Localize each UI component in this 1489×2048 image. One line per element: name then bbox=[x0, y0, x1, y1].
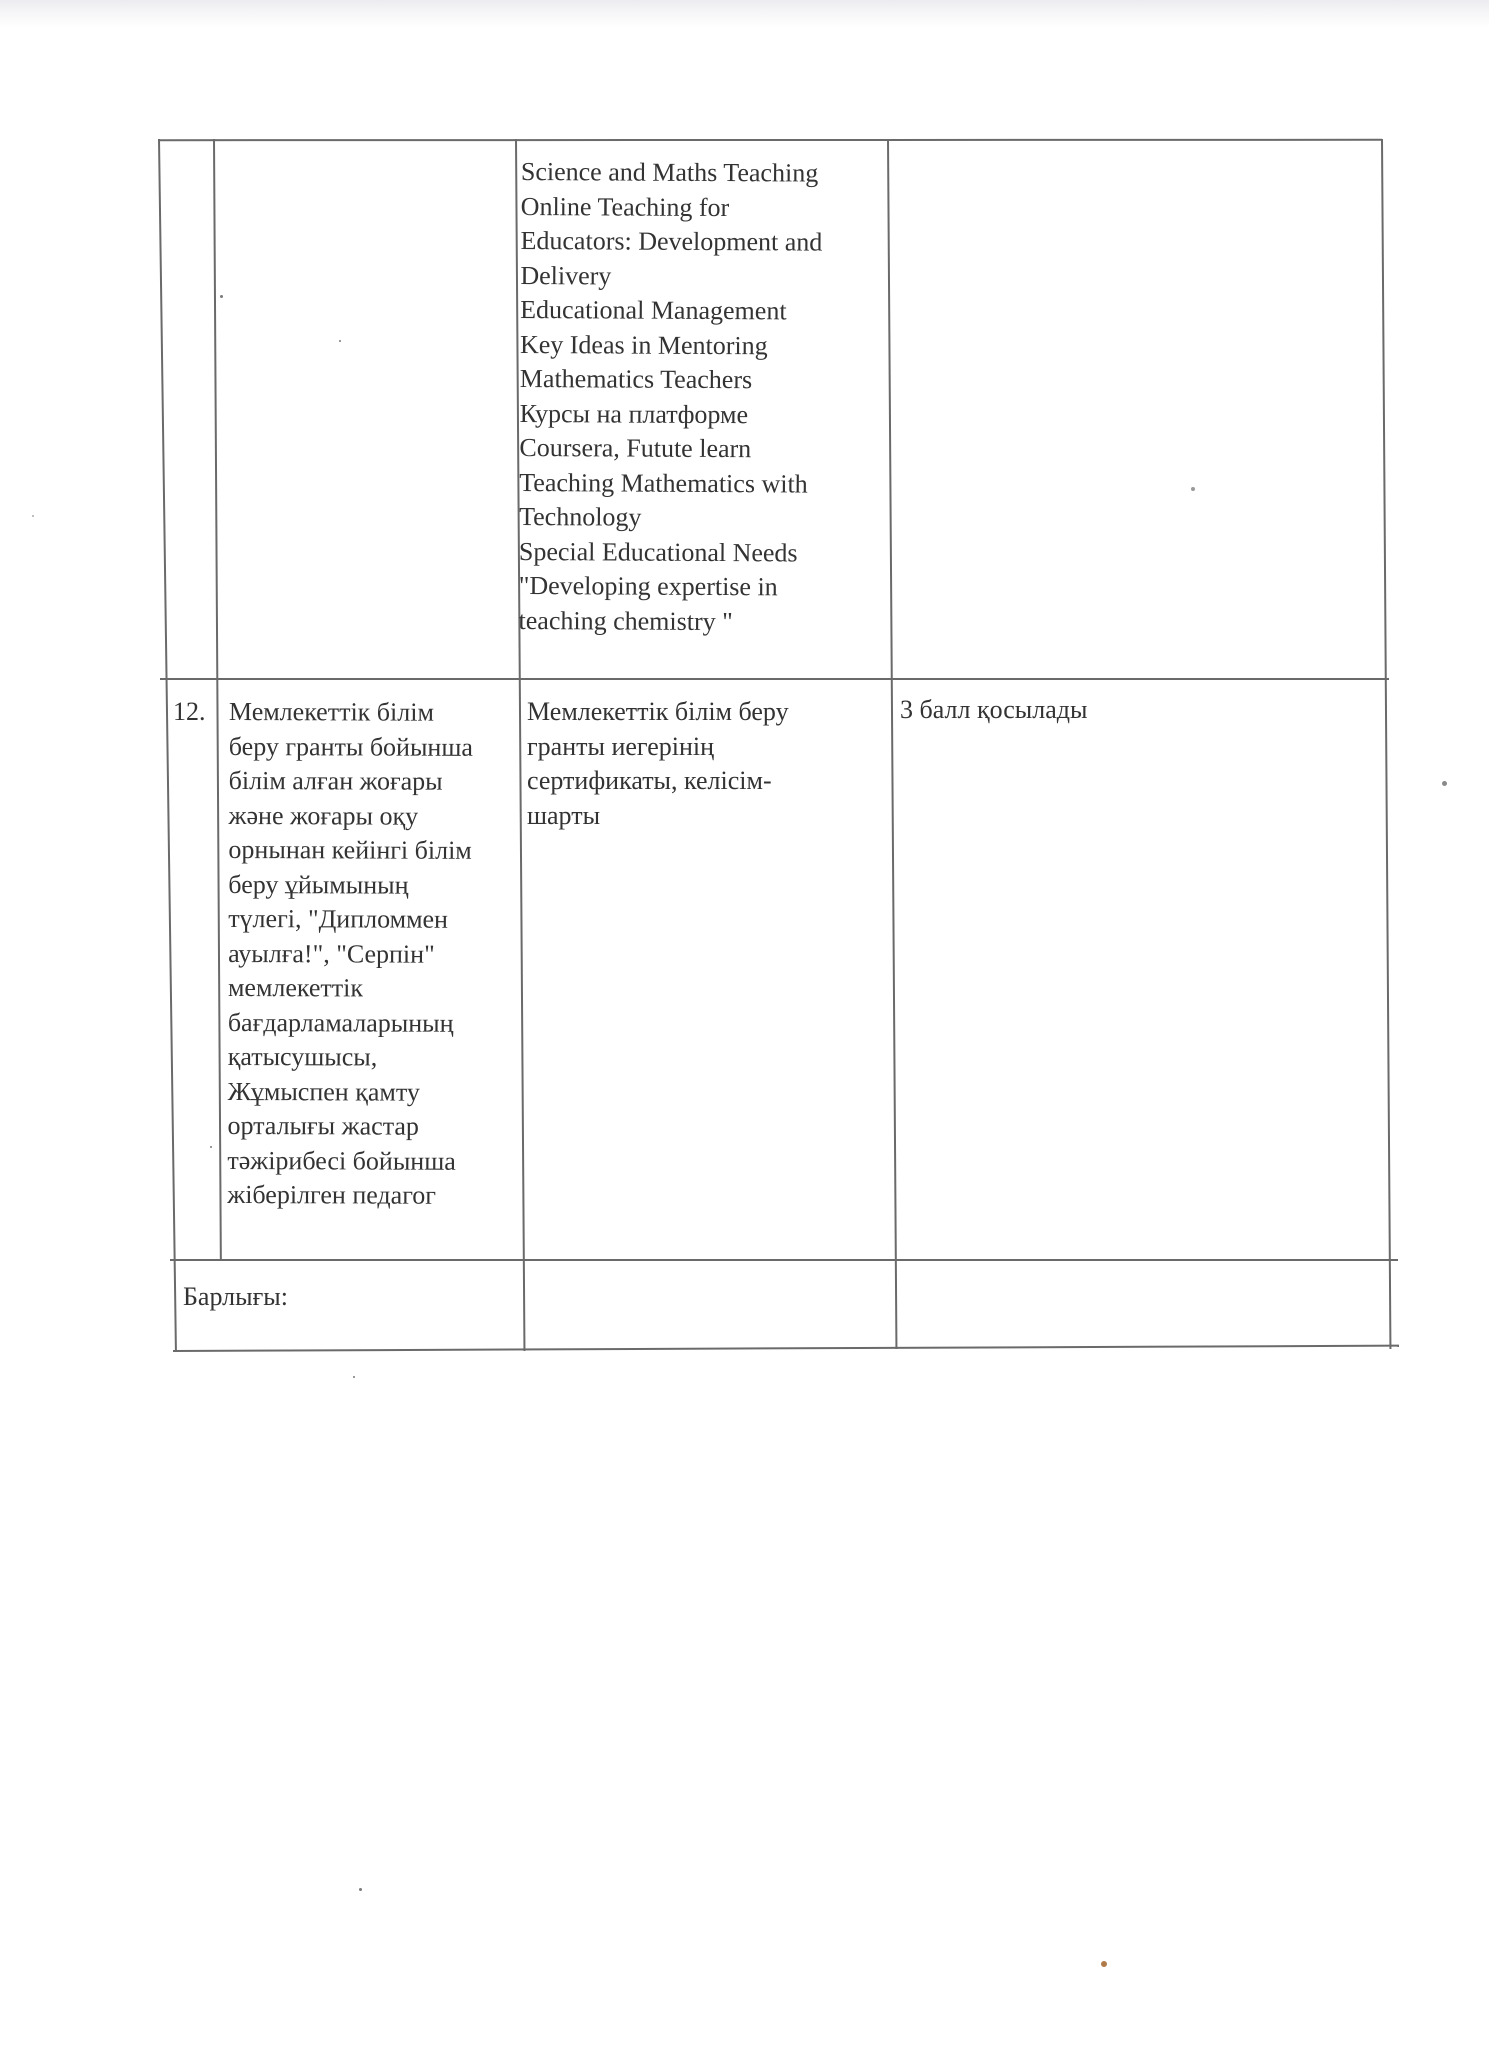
scan-speck bbox=[1442, 781, 1447, 786]
scan-speck bbox=[32, 515, 34, 517]
criterion-line: білім алған жоғары bbox=[228, 765, 443, 796]
criterion-text bbox=[227, 695, 473, 1213]
table-bottom-border bbox=[173, 1345, 1399, 1352]
criterion-line: бағдарламаларының bbox=[227, 1007, 454, 1038]
criterion-line: тәжірибесі бойынша bbox=[227, 1145, 456, 1176]
scan-speck bbox=[353, 1376, 355, 1378]
documents-line: Мемлекеттік білім беру bbox=[527, 697, 789, 726]
course-line: Delivery bbox=[520, 260, 612, 290]
scan-speck bbox=[1191, 487, 1195, 491]
course-line: Technology bbox=[519, 501, 642, 532]
scan-speck bbox=[1101, 1961, 1107, 1967]
course-line: Online Teaching for bbox=[520, 191, 730, 222]
course-line: Coursera, Futute learn bbox=[519, 432, 752, 464]
criterion-line: мемлекеттік bbox=[227, 972, 364, 1003]
documents-text bbox=[527, 695, 789, 833]
course-list bbox=[518, 155, 822, 640]
scan-speck bbox=[359, 1888, 362, 1891]
documents-column-rule bbox=[887, 139, 897, 1349]
scan-speck bbox=[339, 340, 341, 342]
criterion-line: және жоғары оқу bbox=[228, 800, 419, 831]
course-line: Science and Maths Teaching bbox=[520, 156, 819, 188]
course-line: Educational Management bbox=[520, 294, 787, 326]
scan-speck bbox=[220, 295, 223, 298]
criterion-line: беру ұйымының bbox=[228, 869, 409, 900]
total-label: Барлығы: bbox=[183, 1282, 288, 1311]
documents-line: сертификаты, келісім- bbox=[527, 766, 772, 795]
course-line: "Developing expertise in bbox=[518, 570, 778, 602]
criterion-line: Мемлекеттік білім bbox=[228, 697, 434, 727]
course-line: Educators: Development and bbox=[520, 225, 823, 257]
course-line: Special Educational Needs bbox=[518, 536, 798, 567]
criterion-line: түлегі, "Дипломмен bbox=[228, 903, 449, 934]
course-line: Mathematics Teachers bbox=[519, 363, 753, 395]
criterion-line: қатысушысы, bbox=[227, 1041, 378, 1072]
scan-speck bbox=[210, 1146, 212, 1148]
criterion-line: орнынан кейінгі білім bbox=[228, 834, 472, 865]
documents-line: шарты bbox=[527, 800, 601, 830]
criterion-line: Жұмыспен қамту bbox=[227, 1076, 420, 1107]
table-right-border bbox=[1381, 139, 1391, 1349]
row-divider bbox=[160, 678, 1389, 680]
criterion-line: орталығы жастар bbox=[227, 1110, 419, 1141]
row-number: 12. bbox=[173, 697, 206, 726]
course-line: Курсы на платформе bbox=[519, 398, 749, 429]
number-column-rule bbox=[213, 139, 222, 1260]
criterion-line: беру гранты бойынша bbox=[228, 731, 473, 762]
criterion-line: ауылға!", "Серпін" bbox=[228, 938, 435, 969]
course-line: teaching chemistry " bbox=[518, 605, 733, 636]
table-top-border bbox=[158, 139, 1382, 141]
score-text: 3 балл қосылады bbox=[900, 695, 1088, 724]
table-left-border bbox=[158, 139, 177, 1351]
documents-line: гранты иегерінің bbox=[527, 731, 715, 761]
criterion-line: жіберілген педагог bbox=[227, 1179, 436, 1210]
row-divider bbox=[170, 1259, 1398, 1261]
course-line: Teaching Mathematics with bbox=[519, 467, 808, 499]
course-line: Key Ideas in Mentoring bbox=[519, 329, 768, 360]
